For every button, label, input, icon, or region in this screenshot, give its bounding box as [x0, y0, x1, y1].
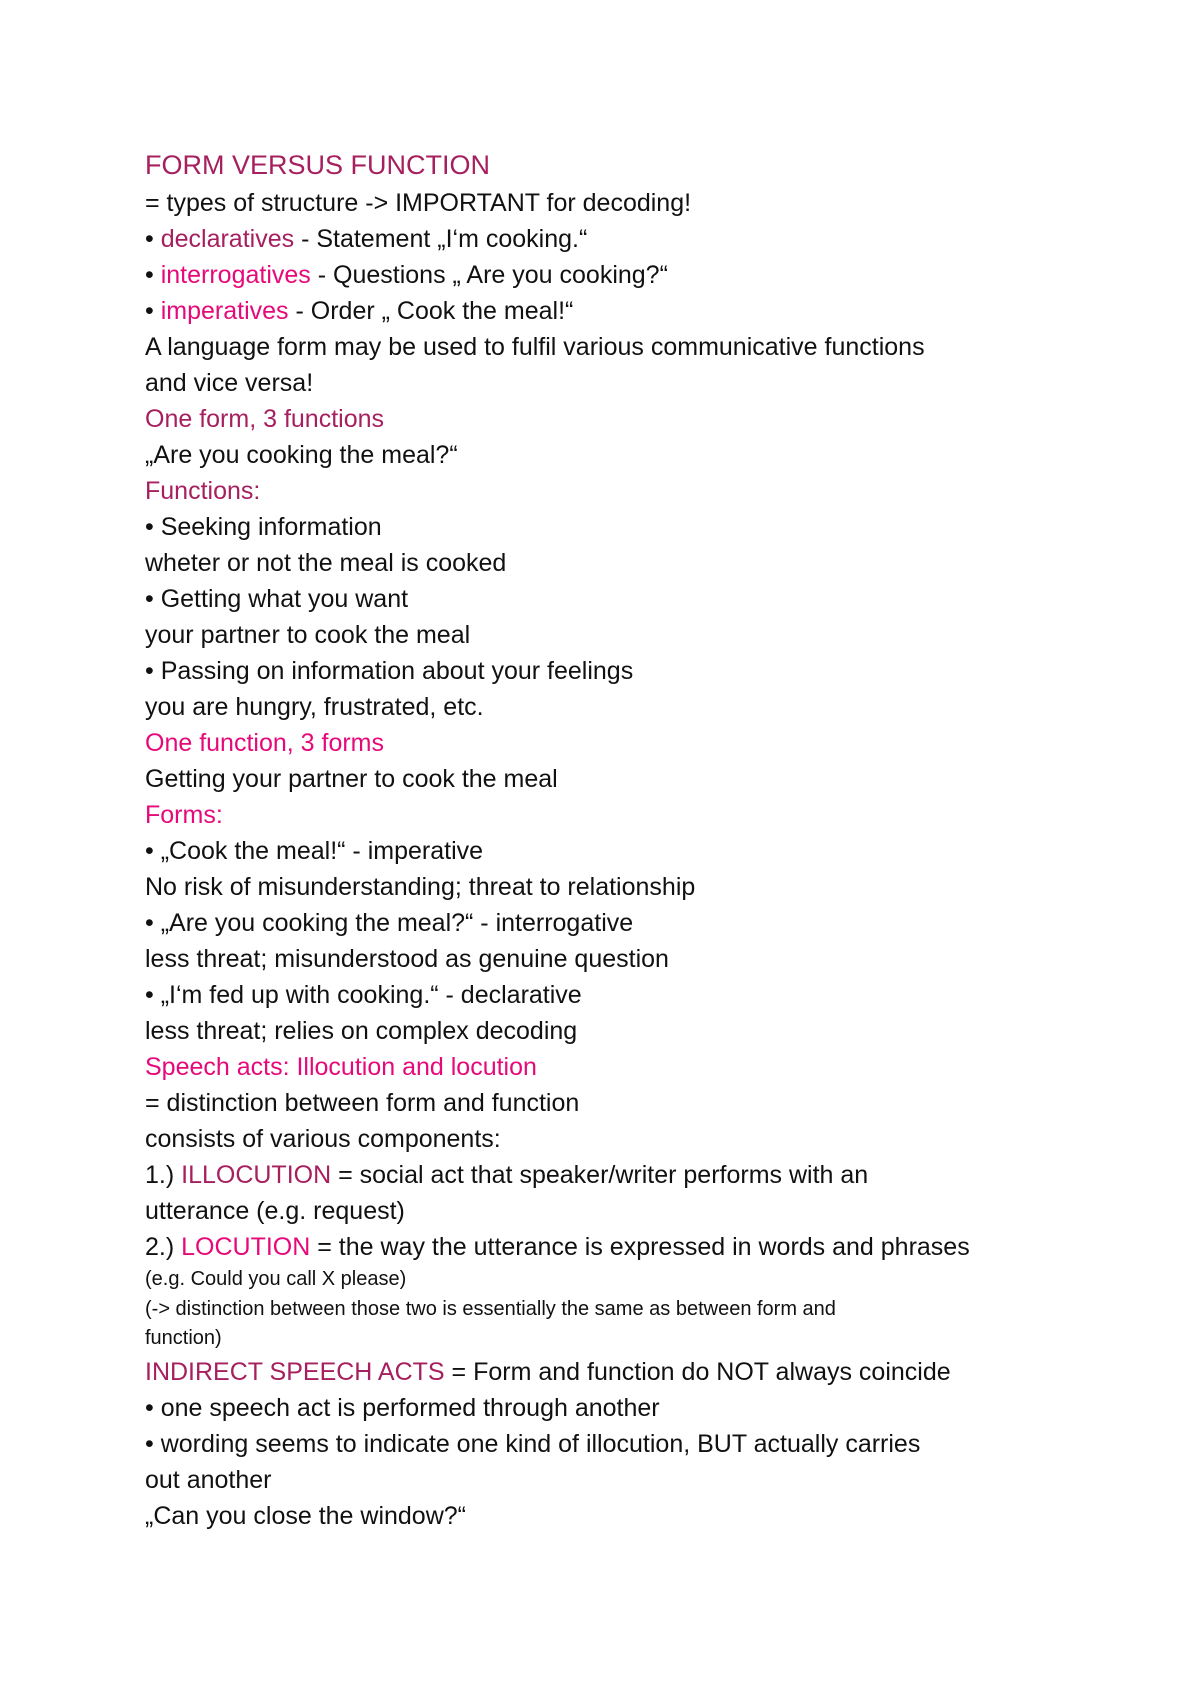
document-title: FORM VERSUS FUNCTION: [145, 150, 491, 180]
function-line: • Seeking information: [145, 513, 382, 541]
definition-text: = Form and function do NOT always coincide: [444, 1357, 951, 1386]
term-locution: LOCUTION: [181, 1233, 311, 1261]
illocution-continued: utterance (e.g. request): [145, 1197, 405, 1225]
bullet: •: [145, 297, 154, 325]
structure-item: [145, 221, 1085, 257]
indirect-line: out another: [145, 1465, 272, 1494]
sub-heading: Forms:: [145, 801, 223, 829]
indirect-speech-acts-line: [145, 1354, 1085, 1390]
form-line: less threat; relies on complex decoding: [145, 1017, 578, 1045]
structure-text: - Order „ Cook the meal!“: [288, 297, 574, 325]
definition-text: = the way the utterance is expressed in words and phrases: [310, 1233, 970, 1261]
intro-line: and vice versa!: [145, 369, 314, 397]
indirect-line: • one speech act is performed through another: [145, 1393, 660, 1422]
locution-line: [145, 1229, 1085, 1265]
structure-term: imperatives: [160, 297, 289, 325]
types-line: = types of structure -> IMPORTANT for decoding!: [145, 189, 692, 217]
bullet: •: [145, 225, 154, 253]
structure-item: [145, 257, 1085, 293]
example-line: Getting your partner to cook the meal: [145, 765, 558, 793]
structure-item: [145, 293, 1085, 329]
example-line: „Are you cooking the meal?“: [145, 441, 458, 469]
section-heading: One function, 3 forms: [145, 729, 385, 757]
function-line: • Getting what you want: [145, 585, 409, 613]
section-heading: One form, 3 functions: [145, 405, 385, 433]
item-number: 2.): [145, 1233, 182, 1261]
indirect-line: • wording seems to indicate one kind of illocution, BUT actually carries: [145, 1429, 921, 1458]
intro-line: A language form may be used to fulfil various communicative functions: [145, 333, 925, 361]
small-note: (-> distinction between those two is essentially the same as between form and: [145, 1297, 836, 1320]
structure-text: - Statement „I‘m cooking.“: [294, 225, 588, 253]
form-line: • „Are you cooking the meal?“ - interrogative: [145, 909, 634, 937]
form-line: No risk of misunderstanding; threat to relationship: [145, 873, 696, 901]
speech-acts-line: consists of various components:: [145, 1125, 501, 1153]
bullet: •: [145, 261, 154, 289]
definition-text: = social act that speaker/writer performs with an: [331, 1161, 869, 1189]
function-line: wheter or not the meal is cooked: [145, 549, 507, 577]
sub-heading: Functions:: [145, 477, 261, 505]
small-note: (e.g. Could you call X please): [145, 1268, 407, 1290]
term-indirect-speech-acts: INDIRECT SPEECH ACTS: [145, 1357, 445, 1386]
structure-term: declaratives: [160, 225, 295, 253]
speech-acts-line: = distinction between form and function: [145, 1089, 580, 1117]
form-line: less threat; misunderstood as genuine question: [145, 945, 669, 973]
small-note: function): [145, 1327, 222, 1349]
indirect-line: „Can you close the window?“: [145, 1501, 466, 1530]
term-illocution: ILLOCUTION: [181, 1161, 332, 1189]
illocution-line: [145, 1157, 1085, 1193]
function-line: • Passing on information about your feelings: [145, 657, 634, 685]
form-line: • „Cook the meal!“ - imperative: [145, 837, 484, 865]
item-number: 1.): [145, 1161, 182, 1189]
form-line: • „I‘m fed up with cooking.“ - declarative: [145, 981, 582, 1009]
section-heading: Speech acts: Illocution and locution: [145, 1053, 537, 1081]
structure-term: interrogatives: [160, 261, 311, 289]
document-page: [145, 146, 1085, 1534]
function-line: you are hungry, frustrated, etc.: [145, 693, 484, 721]
structure-text: - Questions „ Are you cooking?“: [310, 261, 668, 289]
function-line: your partner to cook the meal: [145, 621, 471, 649]
